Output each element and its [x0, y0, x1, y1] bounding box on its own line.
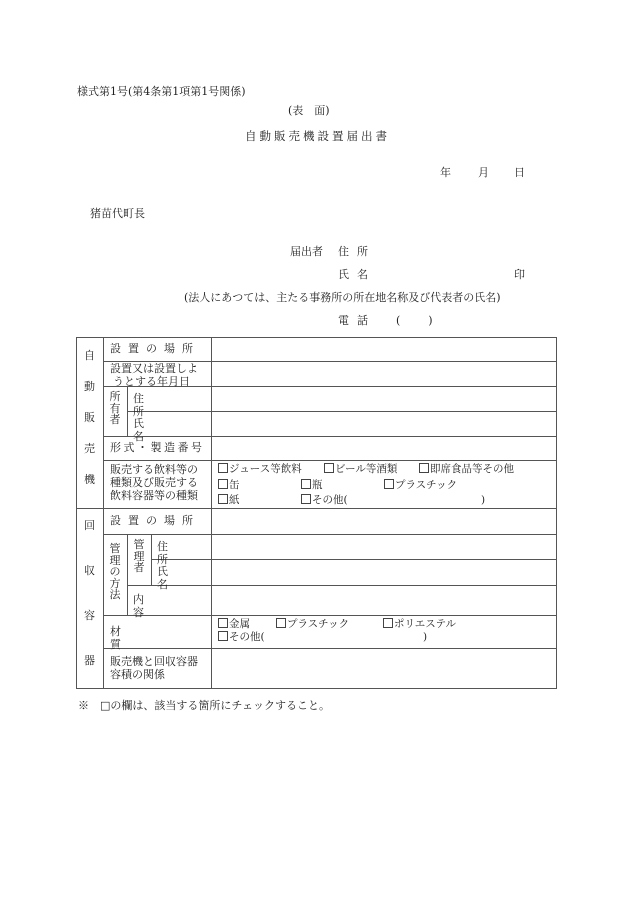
label-line: 容積の関係	[110, 668, 165, 682]
option-label: 金属	[229, 618, 250, 630]
checkbox[interactable]	[301, 494, 311, 504]
material-option-plastic[interactable]	[276, 618, 349, 630]
label-char: 容	[84, 609, 95, 622]
material-option-polyester[interactable]	[383, 618, 456, 630]
container-option-paper[interactable]	[218, 494, 240, 506]
model-serial-field[interactable]	[212, 437, 556, 460]
label-char: 動	[84, 380, 95, 393]
notifier-address-label: 住所	[338, 245, 376, 258]
addressee: 猪苗代町長	[90, 207, 145, 220]
label-char: 回	[84, 519, 95, 532]
checkbox[interactable]	[384, 479, 394, 489]
label-char: 管	[109, 542, 121, 555]
notifier-label: 届出者	[290, 245, 323, 258]
seal-mark: 印	[514, 268, 525, 281]
checkbox[interactable]	[419, 463, 429, 473]
vending-location-label: 設置の場所	[110, 342, 200, 355]
material-other-close-paren: )	[423, 631, 428, 643]
container-option-bottle[interactable]	[301, 479, 323, 491]
phone-field[interactable]: ( )	[396, 314, 435, 327]
checkbox[interactable]	[324, 463, 334, 473]
model-serial-label: 形式・製造番号	[110, 441, 205, 454]
date-day-label: 日	[514, 166, 525, 179]
checkbox[interactable]	[218, 618, 228, 628]
checkbox[interactable]	[218, 494, 228, 504]
checkbox[interactable]	[218, 631, 228, 641]
option-label: ジュース等飲料	[229, 463, 302, 475]
checkbox[interactable]	[383, 618, 393, 628]
label-char: 所	[109, 390, 121, 403]
label-char: 器	[84, 654, 95, 667]
owner-address-field[interactable]	[212, 387, 556, 411]
material-option-metal[interactable]	[218, 618, 250, 630]
material-label: 材質	[110, 625, 191, 651]
collection-location-field[interactable]	[212, 509, 556, 534]
phone-label: 電話	[338, 314, 376, 327]
option-label: ポリエステル	[394, 618, 457, 630]
container-other-close-paren: )	[481, 494, 486, 506]
owner-address-label: 住所	[133, 392, 186, 418]
corporate-note: (法人にあつては、主たる事務所の所在地名称及び代表者の氏名)	[184, 291, 501, 304]
checkbox[interactable]	[218, 479, 228, 489]
side-label: (表 面)	[288, 104, 330, 117]
owner-label	[103, 391, 127, 426]
checkbox[interactable]	[276, 618, 286, 628]
form-number: 様式第1号(第4条第1項第1号関係)	[77, 85, 246, 98]
management-method-label	[103, 543, 127, 601]
collection-location-label: 設置の場所	[110, 514, 200, 527]
owner-name-label: 氏名	[133, 417, 186, 443]
beverage-option-juice[interactable]	[218, 463, 302, 475]
option-label: プラスチック	[287, 618, 350, 630]
vending-section-label	[76, 347, 103, 502]
notification-table	[76, 337, 557, 689]
manager-address-field[interactable]	[212, 535, 556, 559]
install-date-label	[110, 363, 210, 388]
relation-field[interactable]	[212, 649, 556, 688]
install-date-field[interactable]	[212, 362, 556, 386]
label-char: 者	[133, 561, 145, 575]
label-line: 販売する飲料等の	[110, 463, 198, 476]
label-char: の	[109, 565, 121, 579]
option-label: その他(	[312, 494, 348, 506]
label-char: 管	[133, 538, 145, 551]
vending-location-field[interactable]	[212, 338, 556, 361]
content-label: 内容	[133, 593, 190, 619]
manager-name-field[interactable]	[212, 560, 556, 585]
checkbox[interactable]	[301, 479, 311, 489]
label-line: 種類及び販売する	[110, 476, 198, 490]
option-label: 缶	[229, 479, 240, 491]
option-label: 即席食品等その他	[430, 463, 514, 475]
label-char: 販	[84, 411, 95, 424]
option-label: ビール等酒類	[335, 463, 398, 475]
checkbox[interactable]	[218, 463, 228, 473]
notifier-name-label: 氏名	[338, 268, 376, 281]
collection-section-label	[76, 517, 103, 697]
option-label: 瓶	[312, 479, 323, 491]
manager-address-label: 住所	[157, 540, 190, 566]
container-option-plastic[interactable]	[384, 479, 457, 491]
label-char: 機	[84, 473, 95, 486]
label-char: 法	[109, 588, 121, 602]
label-char: 理	[109, 553, 121, 567]
container-option-can[interactable]	[218, 479, 240, 491]
relation-label	[110, 655, 210, 681]
manager-name-label: 氏名	[157, 565, 190, 591]
label-char: 方	[109, 576, 121, 590]
label-line: うとする年月日	[113, 374, 190, 388]
option-label: 紙	[229, 494, 240, 506]
label-char: 者	[109, 413, 121, 427]
container-option-other[interactable]	[301, 494, 348, 506]
label-char: 自	[84, 349, 95, 362]
beverage-option-beer[interactable]	[324, 463, 397, 475]
content-field[interactable]	[212, 586, 556, 615]
label-line: 飲料容器等の種類	[110, 489, 198, 503]
label-char: 収	[84, 564, 95, 577]
option-label: その他(	[229, 631, 265, 643]
date-year-label: 年	[440, 166, 451, 179]
label-char: 売	[84, 442, 95, 455]
page-title: 自動販売機設置届出書	[245, 129, 390, 143]
label-line: 販売機と回収容器	[110, 655, 198, 668]
date-month-label: 月	[478, 166, 489, 179]
types-label	[110, 463, 210, 503]
manager-label	[127, 539, 151, 574]
date-line	[440, 167, 525, 178]
option-label: プラスチック	[395, 479, 458, 491]
owner-name-field[interactable]	[212, 412, 556, 436]
beverage-option-instant-food[interactable]	[419, 463, 514, 475]
label-char: 理	[133, 549, 145, 563]
label-line: 設置又は設置しよ	[110, 362, 198, 375]
material-option-other[interactable]	[218, 631, 265, 643]
footnote: ※ □の欄は、該当する箇所にチェックすること。	[78, 699, 331, 712]
label-char: 有	[109, 401, 121, 415]
